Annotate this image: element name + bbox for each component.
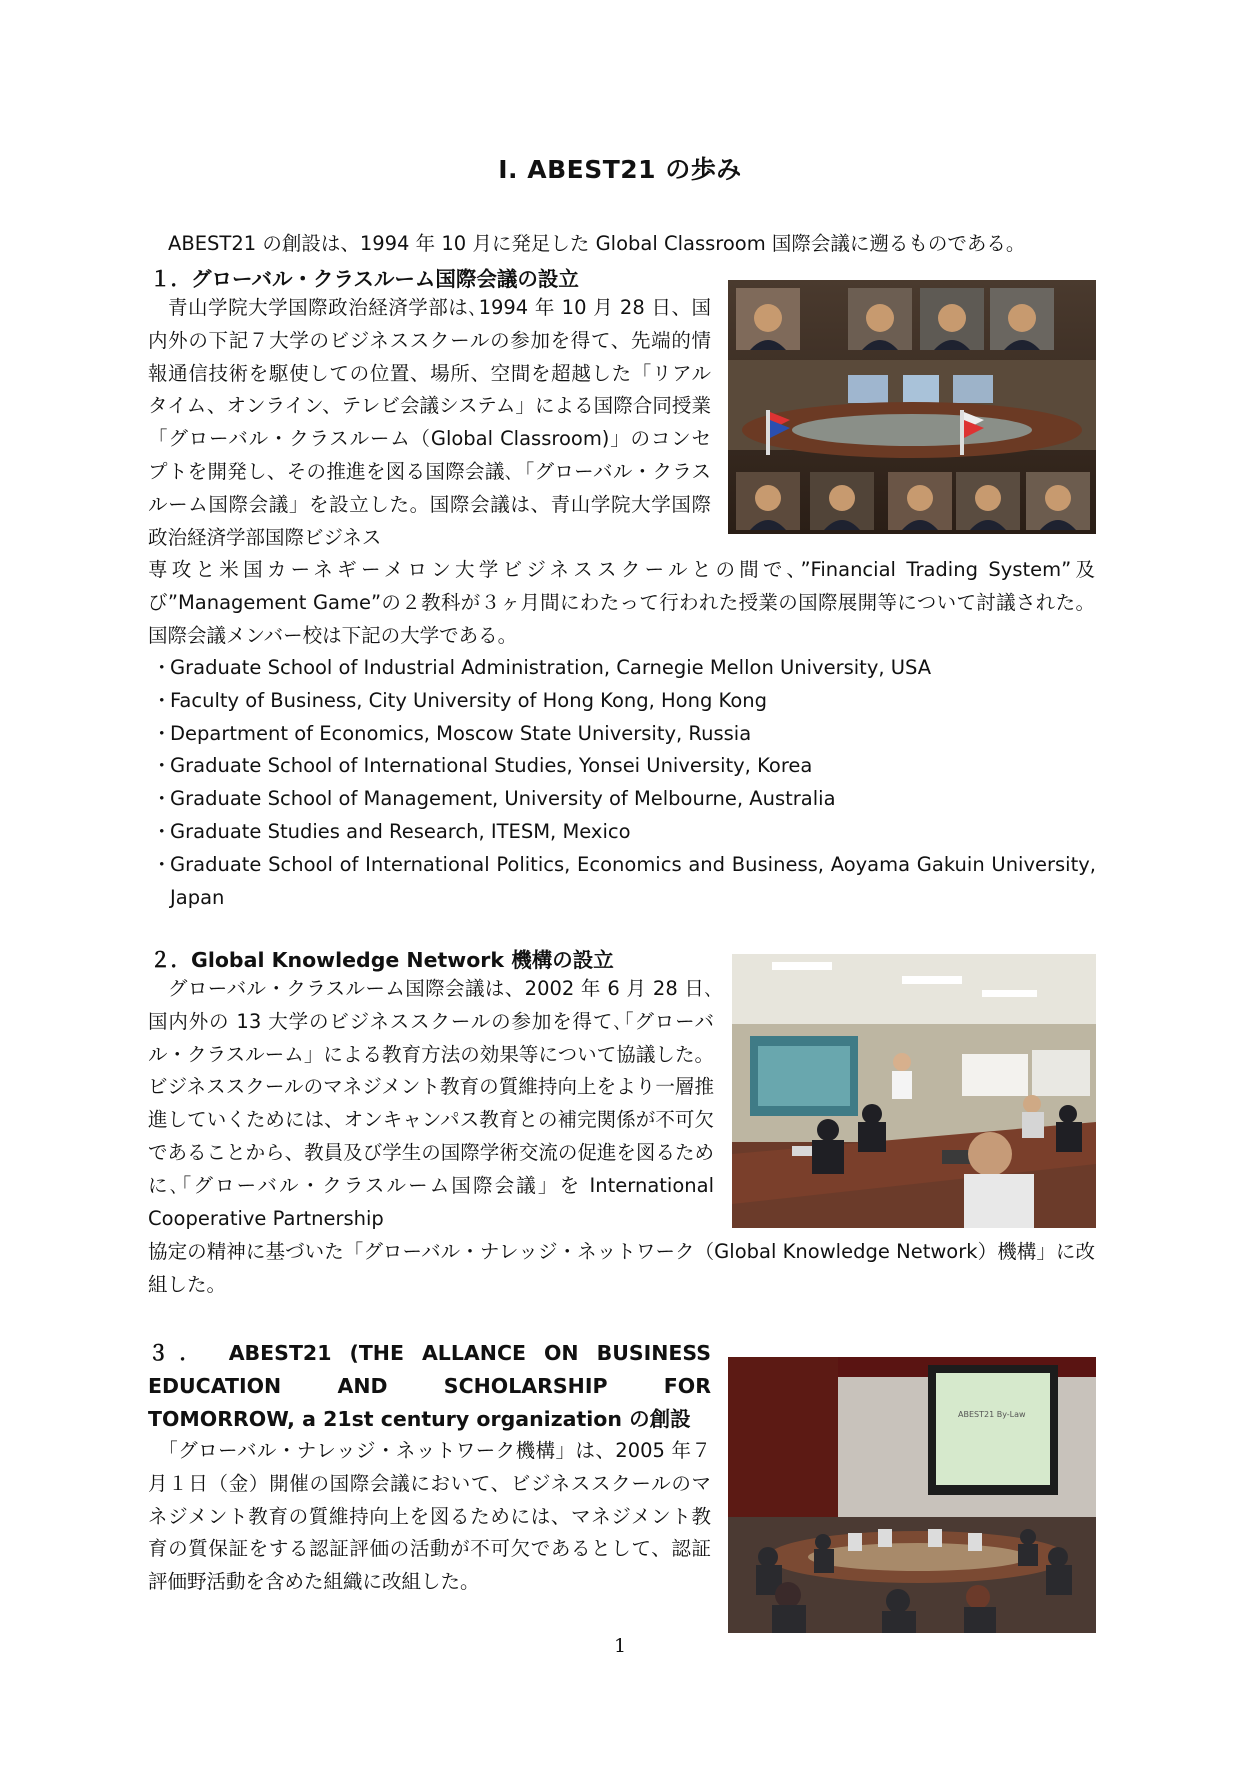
section3-heading: ３． ABEST21 (THE ALLANCE ON BUSINESS EDUCATION AND SCHOLARSHIP FOR TOMORROW, a 21st century organization の創設	[148, 1341, 711, 1431]
page-number: 1	[613, 1635, 627, 1657]
meeting-room-image	[732, 954, 1096, 1228]
conference-collage-image	[728, 280, 1096, 534]
section1-heading: １．グローバル・クラスルーム国際会議の設立	[150, 267, 579, 291]
member-university-list	[152, 652, 1096, 914]
section2-paragraph: グローバル・クラスルーム国際会議は、2002 年 6 月 28 日､国内外の 13 大学のビジネススクールの参加を得て､｢グローバル・クラスルーム」による教育方法の効果等について協議した。ビジネススクールのマネジメント教育の質維持向上をより一層推進していくためには、オンキャンパス教育との補完関係が不可欠であることから、教員及び学生の国際学術交流の促進を図るために､｢グローバル・クラスルーム国際会議」を International Cooperative Partnership	[148, 977, 714, 1230]
bullet-mark: ・	[152, 721, 172, 745]
section1-paragraph: 青山学院大学国際政治経済学部は､1994 年 10 月 28 日、国内外の下記７大学のビジネススクールの参加を得て、先端的情報通信技術を駆使しての位置、場所、空間を超越した「リアルタイム、オンライン、テレビ会議システム」による国際合同授業「グローバル・クラスルーム（Global Classroom)」のコンセプトを開発し、その推進を図る国際会議､「グローバル・クラスルーム国際会議」を設立した。国際会議は、青山学院大学国際政治経済学部国際ビジネス	[148, 296, 711, 549]
list-item: ・ Department of Economics, Moscow State University, Russia	[152, 718, 1096, 751]
section2-heading: ２．Global Knowledge Network 機構の設立	[150, 948, 614, 972]
bullet-mark: ・	[152, 688, 172, 712]
bullet-mark: ・	[152, 819, 172, 843]
board-meeting-photo	[728, 1357, 1096, 1633]
conference-collage-photo	[728, 280, 1096, 534]
list-item: ・ Graduate School of International Studies, Yonsei University, Korea	[152, 750, 1096, 783]
projected-slide-text: ABEST21 By-Law	[958, 1410, 1026, 1419]
bullet-mark: ・	[152, 754, 172, 778]
list-item: ・ Graduate School of Management, University of Melbourne, Australia	[152, 783, 1096, 816]
section1-paragraph-continued: 専攻と米国カーネギーメロン大学ビジネススクールとの間で、”Financial Trading System”及び”Management Game”の２教科が３ヶ月間にわたって行われた授業の国際展開等について討議された。国際会議メンバー校は下記の大学である。	[148, 558, 1095, 647]
list-item: ・ Faculty of Business, City University of Hong Kong, Hong Kong	[152, 685, 1096, 718]
section3-paragraph: 「グローバル・ナレッジ・ネットワーク機構」は、2005 年７月１日（金）開催の国際会議において、ビジネススクールのマネジメント教育の質維持向上を図るためには、マネジメント教育の質保証をする認証評価の活動が不可欠であるとして、認証評価野活動を含めた組織に改組した。	[148, 1439, 711, 1594]
list-item: ・ Graduate School of Industrial Administration, Carnegie Mellon University, USA	[152, 652, 1096, 685]
page-title: I. ABEST21 の歩み	[498, 155, 742, 184]
meeting-room-photo	[732, 954, 1096, 1228]
intro-paragraph: ABEST21 の創設は、1994 年 10 月に発足した Global Classroom 国際会議に遡るものである。	[168, 232, 1026, 255]
board-meeting-image	[728, 1357, 1096, 1633]
list-item: ・ Graduate School of International Politics, Economics and Business, Aoyama Gakuin University, Japan	[152, 849, 1096, 915]
bullet-mark: ・	[152, 656, 172, 679]
bullet-mark: ・	[152, 852, 172, 876]
section2-paragraph-continued: 協定の精神に基づいた「グローバル・ナレッジ・ネットワーク（Global Knowledge Network）機構」に改組した。	[148, 1240, 1095, 1296]
list-item: ・ Graduate Studies and Research, ITESM, Mexico	[152, 816, 1096, 849]
bullet-mark: ・	[152, 787, 172, 811]
